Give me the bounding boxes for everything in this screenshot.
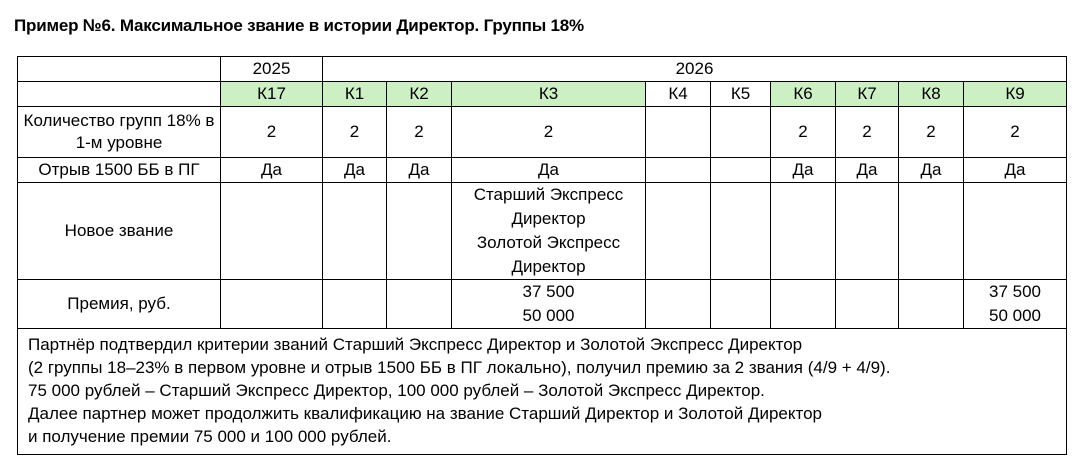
table-cell: 2 — [221, 107, 323, 158]
table-cell: 2 — [452, 107, 646, 158]
year-row — [18, 57, 1067, 82]
row-label-new-rank: Новое звание — [18, 183, 221, 280]
corner-cell — [18, 57, 221, 82]
table-cell: Да — [771, 158, 836, 183]
prize-amount: 37 500 — [989, 282, 1041, 301]
table-cell — [387, 280, 452, 329]
table-cell: 2 — [323, 107, 387, 158]
rank-line: Директор — [511, 257, 586, 276]
table-cell: 2 — [899, 107, 964, 158]
table-cell — [323, 183, 387, 280]
quarter-header: К6 — [771, 82, 836, 107]
table-cell — [711, 107, 771, 158]
row-label-prize: Премия, руб. — [18, 280, 221, 329]
table-cell — [646, 158, 711, 183]
note-row — [18, 329, 1067, 455]
separation-row — [18, 158, 1067, 183]
quarter-header: К5 — [711, 82, 771, 107]
table-cell — [646, 280, 711, 329]
table-cell — [221, 183, 323, 280]
table-cell — [771, 183, 836, 280]
table-cell — [899, 280, 964, 329]
table-cell — [646, 107, 711, 158]
page-title: Пример №6. Максимальное звание в истории Директор. Группы 18% — [14, 16, 584, 35]
year-header-2025: 2025 — [221, 57, 323, 82]
table-cell — [836, 183, 899, 280]
table-cell: Да — [221, 158, 323, 183]
table-cell: 2 — [387, 107, 452, 158]
prize-amount: 37 500 — [522, 282, 575, 301]
table-cell — [646, 183, 711, 280]
prize-row — [18, 280, 1067, 329]
note-cell — [18, 329, 1067, 455]
table-cell — [711, 158, 771, 183]
rank-line: Старший Экспресс — [473, 185, 624, 204]
table-cell — [711, 280, 771, 329]
table-cell: Да — [323, 158, 387, 183]
note-line: (2 группы 18–23% в первом уровне и отрыв 1500 ББ в ПГ локально), получил премию за 2 звания (4/9 + 4/9). — [28, 358, 891, 377]
note-line: Далее партнер может продолжить квалификацию на звание Старший Директор и Золотой Директор — [28, 404, 822, 423]
note-line: и получение премии 75 000 и 100 000 рублей. — [28, 427, 392, 446]
note-line: Партнёр подтвердил критерии званий Старший Экспресс Директор и Золотой Экспресс Директор — [28, 335, 803, 354]
table-cell — [771, 280, 836, 329]
table-cell — [836, 280, 899, 329]
note-line: 75 000 рублей – Старший Экспресс Директор, 100 000 рублей – Золотой Экспресс Директор. — [28, 381, 765, 400]
table-cell: Да — [899, 158, 964, 183]
table-cell: 2 — [964, 107, 1067, 158]
qualification-table — [17, 56, 1067, 455]
quarter-header: К1 — [323, 82, 387, 107]
rank-line: Директор — [511, 209, 586, 228]
quarter-header: К4 — [646, 82, 711, 107]
table-cell — [221, 280, 323, 329]
quarter-header: К3 — [452, 82, 646, 107]
table-cell — [387, 183, 452, 280]
new-rank-row — [18, 183, 1067, 280]
quarter-header: К9 — [964, 82, 1067, 107]
row-label-groups-count: Количество групп 18% в 1-м уровне — [18, 107, 221, 158]
prize-cell-k9 — [964, 280, 1067, 329]
quarter-header: К2 — [387, 82, 452, 107]
prize-amount: 50 000 — [522, 306, 575, 325]
table-cell: Да — [964, 158, 1067, 183]
table-cell: Да — [836, 158, 899, 183]
table-cell: 2 — [836, 107, 899, 158]
table-cell — [899, 183, 964, 280]
table-cell: Да — [452, 158, 646, 183]
table-cell: 2 — [771, 107, 836, 158]
rank-line: Золотой Экспресс — [476, 233, 621, 252]
quarter-header: К17 — [221, 82, 323, 107]
quarter-header: К8 — [899, 82, 964, 107]
table-cell: Да — [387, 158, 452, 183]
quarter-row — [18, 82, 1067, 107]
table-cell — [323, 280, 387, 329]
groups-count-row — [18, 107, 1067, 158]
prize-cell-k3 — [452, 280, 646, 329]
table-cell — [964, 183, 1067, 280]
quarter-row-label — [18, 82, 221, 107]
table-cell — [711, 183, 771, 280]
quarter-header: К7 — [836, 82, 899, 107]
year-header-2026: 2026 — [323, 57, 1067, 82]
rank-cell-k3 — [452, 183, 646, 280]
row-label-separation: Отрыв 1500 ББ в ПГ — [18, 158, 221, 183]
prize-amount: 50 000 — [989, 306, 1041, 325]
